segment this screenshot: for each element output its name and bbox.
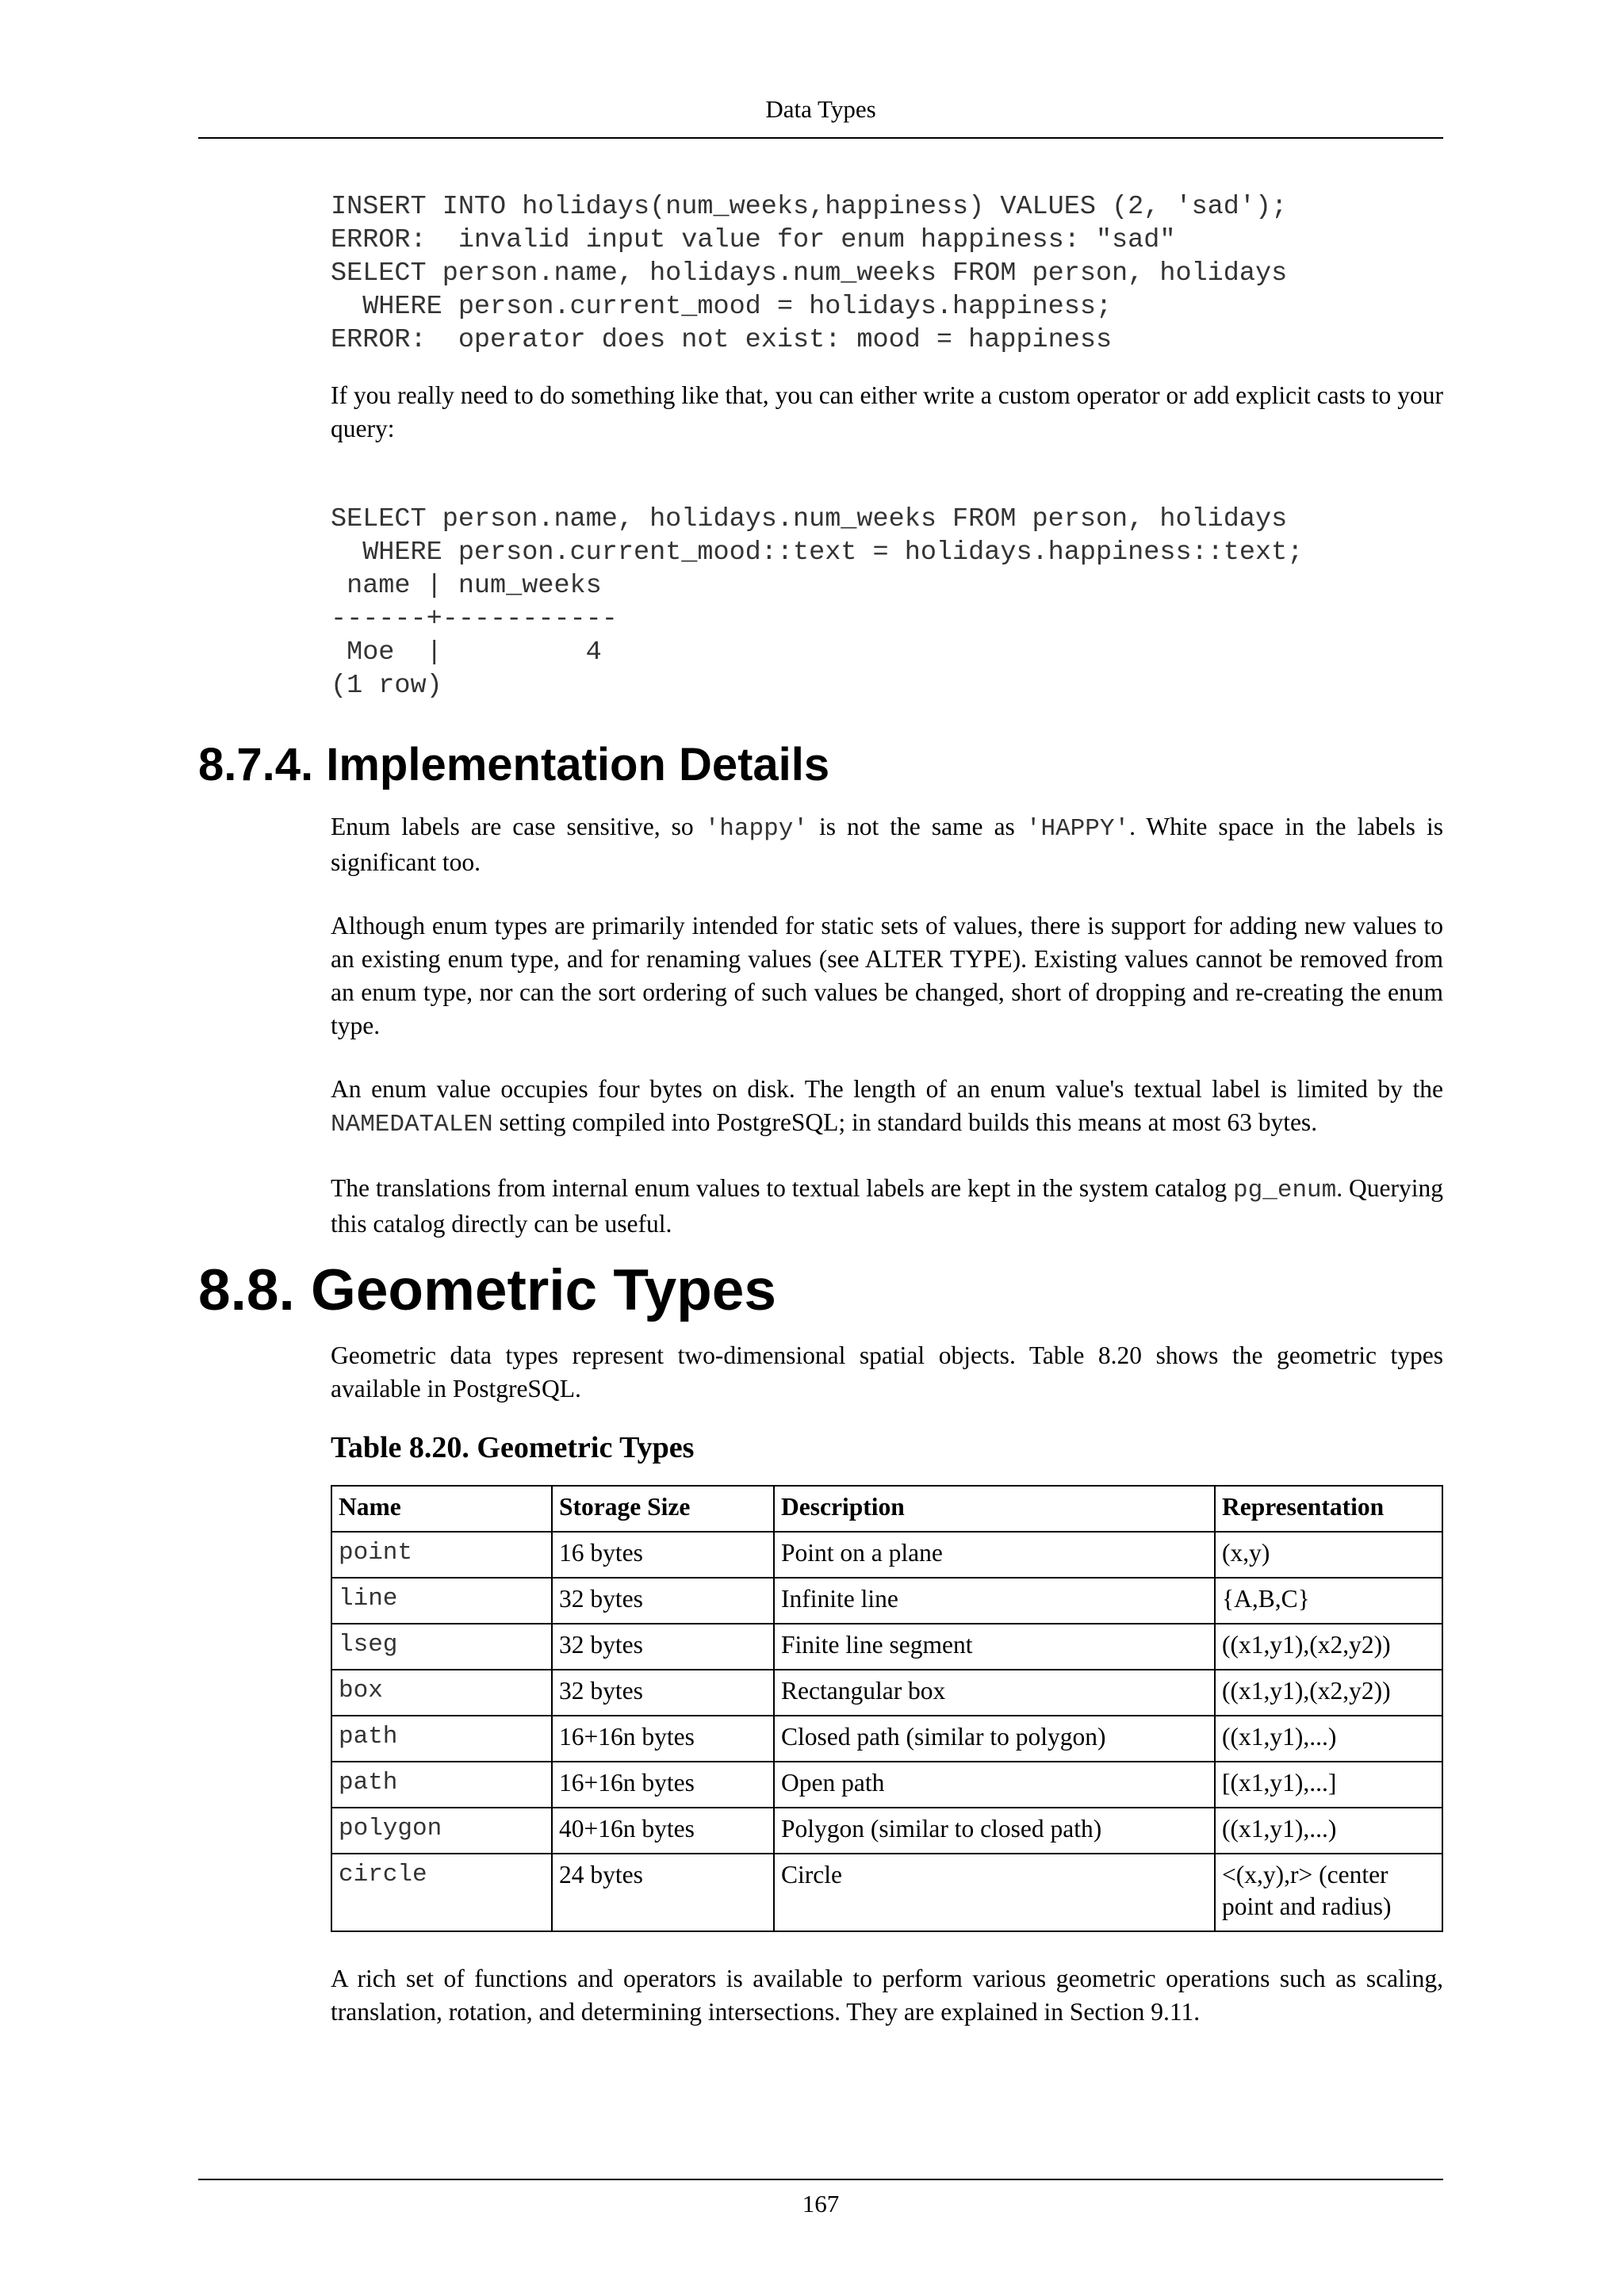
cell-representation: [(x1,y1),...] [1215, 1762, 1442, 1808]
text-run: An enum value occupies four bytes on disk. The length of an enum value's textual label is limited by the [331, 1075, 1443, 1103]
cell-description: Rectangular box [774, 1670, 1215, 1716]
cell-name: lseg [331, 1624, 552, 1670]
paragraph-storage [331, 1073, 1443, 1142]
cell-name: path [331, 1762, 552, 1808]
page-header: Data Types [765, 95, 876, 123]
cell-description: Polygon (similar to closed path) [774, 1808, 1215, 1854]
cell-representation: ((x1,y1),...) [1215, 1808, 1442, 1854]
text-run: . White space in the labels is significant too. [331, 813, 1443, 876]
column-header-description: Description [774, 1486, 1215, 1532]
implementation-details-body [331, 810, 1443, 1241]
table-row [331, 1716, 1442, 1762]
cell-description: Circle [774, 1854, 1215, 1931]
section-title-implementation-details: 8.7.4. Implementation Details [198, 739, 830, 790]
cell-representation: ((x1,y1),(x2,y2)) [1215, 1670, 1442, 1716]
cell-storage-size: 32 bytes [552, 1624, 774, 1670]
column-header-representation: Representation [1215, 1486, 1442, 1532]
cell-storage-size: 32 bytes [552, 1578, 774, 1624]
cell-representation: {A,B,C} [1215, 1578, 1442, 1624]
paragraph-pg-enum [331, 1172, 1443, 1241]
cell-description: Open path [774, 1762, 1215, 1808]
header-rule [198, 137, 1443, 139]
cell-storage-size: 40+16n bytes [552, 1808, 774, 1854]
table-title: Table 8.20. Geometric Types [331, 1431, 695, 1464]
text-run: Enum labels are case sensitive, so [331, 813, 705, 840]
cell-description: Infinite line [774, 1578, 1215, 1624]
cell-representation: <(x,y),r> (center point and radius) [1215, 1854, 1442, 1931]
cell-description: Point on a plane [774, 1532, 1215, 1578]
table-row [331, 1532, 1442, 1578]
literal-happy: 'happy' [704, 815, 808, 843]
code-block-enum-error: INSERT INTO holidays(num_weeks,happiness) VALUES (2, 'sad'); ERROR: invalid input value for enum happiness: "sad" SELECT person.name, holidays.num_weeks FROM person, holidays WHERE person.current_mood = holidays.happiness; ERROR: operator does not exist: mood = happiness [331, 192, 1288, 355]
paragraph-case-sensitive [331, 810, 1443, 879]
cell-representation: (x,y) [1215, 1532, 1442, 1578]
table-row [331, 1762, 1442, 1808]
table-row [331, 1808, 1442, 1854]
cell-description: Finite line segment [774, 1624, 1215, 1670]
intro-block [331, 190, 1443, 702]
paragraph-static-sets: Although enum types are primarily intended for static sets of values, there is support for adding new values to an existing enum type, and for renaming values (see ALTER TYPE). Existing values cannot be removed from an enum type, nor can the sort ordering of such values be changed, short of dropping and re-creating the enum type. [331, 912, 1443, 1039]
paragraph-geometric-functions: A rich set of functions and operators is available to perform various geometric operations such as scaling, translation, rotation, and determining intersections. They are explained in Section 9.11. [331, 1965, 1443, 2026]
table-header-row [331, 1486, 1442, 1532]
table-row [331, 1670, 1442, 1716]
literal-HAPPY: 'HAPPY' [1025, 815, 1130, 843]
text-run: . Querying this catalog directly can be useful. [331, 1174, 1443, 1238]
geometric-types-body [331, 1339, 1443, 2029]
literal-pg-enum: pg_enum [1233, 1177, 1337, 1204]
cell-storage-size: 16 bytes [552, 1532, 774, 1578]
page-number: 167 [802, 2190, 840, 2218]
table-row [331, 1578, 1442, 1624]
text-run: is not the same as [807, 813, 1026, 840]
cell-storage-size: 16+16n bytes [552, 1716, 774, 1762]
page-content [198, 190, 1443, 2029]
cell-representation: ((x1,y1),...) [1215, 1716, 1442, 1762]
cell-name: box [331, 1670, 552, 1716]
cell-name: polygon [331, 1808, 552, 1854]
cell-storage-size: 24 bytes [552, 1854, 774, 1931]
paragraph-geometric-intro: Geometric data types represent two-dimensional spatial objects. Table 8.20 shows the geometric types available in PostgreSQL. [331, 1341, 1443, 1402]
column-header-name: Name [331, 1486, 552, 1532]
code-block-cast-query: SELECT person.name, holidays.num_weeks FROM person, holidays WHERE person.current_mood::text = holidays.happiness::text; name | num_weeks ------+----------- Moe | 4 (1 row) [331, 504, 1304, 701]
cell-name: point [331, 1532, 552, 1578]
geometric-types-table [331, 1485, 1443, 1932]
table-row [331, 1624, 1442, 1670]
table-row [331, 1854, 1442, 1931]
column-header-storage-size: Storage Size [552, 1486, 774, 1532]
text-run: setting compiled into PostgreSQL; in standard builds this means at most 63 bytes. [492, 1108, 1318, 1136]
cell-name: circle [331, 1854, 552, 1931]
cell-storage-size: 32 bytes [552, 1670, 774, 1716]
section-title-geometric-types: 8.8. Geometric Types [198, 1258, 776, 1322]
literal-namedatalen: NAMEDATALEN [331, 1111, 493, 1138]
cell-name: line [331, 1578, 552, 1624]
text-run: The translations from internal enum values to textual labels are kept in the system catalog [331, 1174, 1234, 1202]
cell-representation: ((x1,y1),(x2,y2)) [1215, 1624, 1442, 1670]
footer-rule [198, 2179, 1443, 2180]
cell-description: Closed path (similar to polygon) [774, 1716, 1215, 1762]
cell-name: path [331, 1716, 552, 1762]
cell-storage-size: 16+16n bytes [552, 1762, 774, 1808]
paragraph-casts: If you really need to do something like that, you can either write a custom operator or add explicit casts to your query: [331, 381, 1443, 442]
